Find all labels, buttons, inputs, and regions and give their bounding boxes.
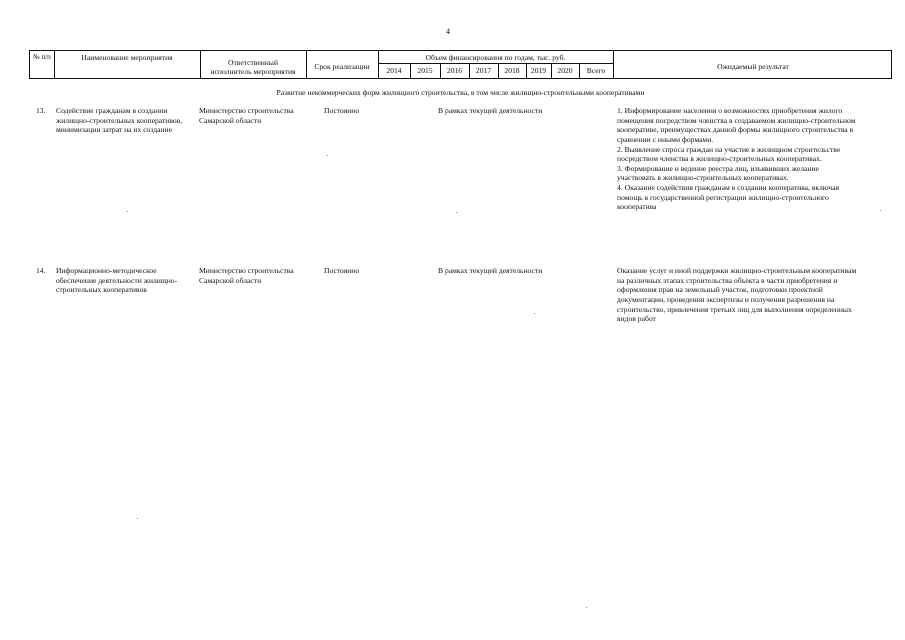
row-13-term: Постоянно [324,106,360,115]
table-header [29,50,892,79]
row-13-result-item: 3. Формирование и ведение реестра лиц, изъявивших желание участвовать в жилищно-строительных кооперативах. [617,163,819,183]
header-year-2018: 2018 [504,66,520,75]
row-13-result-item: 4. Оказание содействия гражданам в создании кооператива, включая помощь в государственной регистрации жилищно-строительного кооператива [617,183,839,212]
header-num: № п/п [33,53,51,61]
header-year-2019: 2019 [530,66,547,75]
row-14-name: Информационно-методическое обеспечение деятельности жилищно-строительных кооперативов [56,266,178,295]
page-number: 4 [446,27,450,36]
row-13-result-item: 1. Информирование населения о возможностях приобретения жилого помещения посредством членства в создаваемом жилищно-строительном кооперативе, преимуществах данной формы жилищного строительства в сравнении с иными формами. [617,106,856,144]
header-total: Всего [586,66,606,75]
section-title: Развитие некоммерческих форм жилищного строительства, в том числе жилищно-строительными кооперативами [276,88,645,97]
header-year-2017: 2017 [475,66,492,75]
row-14-executor: Министерство строительства Самарской области [199,266,294,285]
header-result: Ожидаемый результат [717,62,789,71]
row-14-result [617,266,859,324]
header-year-2015: 2015 [417,66,433,75]
header-year-2020: 2020 [557,66,573,75]
row-13-name: Содействие гражданам в создании жилищно-строительных кооперативов, минимизации затрат на их создание [56,106,183,135]
row-13-result [617,106,859,212]
row-14-num: 14. [36,266,46,275]
row-13-executor: Министерство строительства Самарской области [199,106,294,125]
row-13-num: 13. [36,106,46,115]
row-13-funding: В рамках текущей деятельности [438,106,543,115]
row-14-result-item: Оказание услуг и иной поддержки жилищно-строительным кооперативам на различных этапах строительства объекта в части приобретения и оформления прав на земельный участок, подготовки проектной документации, проведения экспертизы и получения разрешения на строительство, привлечения третьих лиц для выполнения определенных видов работ [617,266,857,324]
header-year-2014: 2014 [386,66,402,75]
header-term: Срок реализации [314,62,370,71]
row-14-term: Постоянно [324,266,360,275]
header-year-2016: 2016 [446,66,463,75]
header-executor-line2: исполнитель мероприятия [210,67,296,77]
header-name: Наименование мероприятия [81,53,173,62]
header-executor-line1: Ответственный [227,58,279,67]
row-13-result-item: 2. Выявление спроса граждан на участие в жилищном строительстве посредством членства в жилищно-строительных кооперативах. [617,144,841,164]
header-executor [200,58,306,77]
row-14-funding: В рамках текущей деятельности [438,266,543,275]
header-funding: Объем финансирования по годам, тыс. руб. [425,53,566,62]
